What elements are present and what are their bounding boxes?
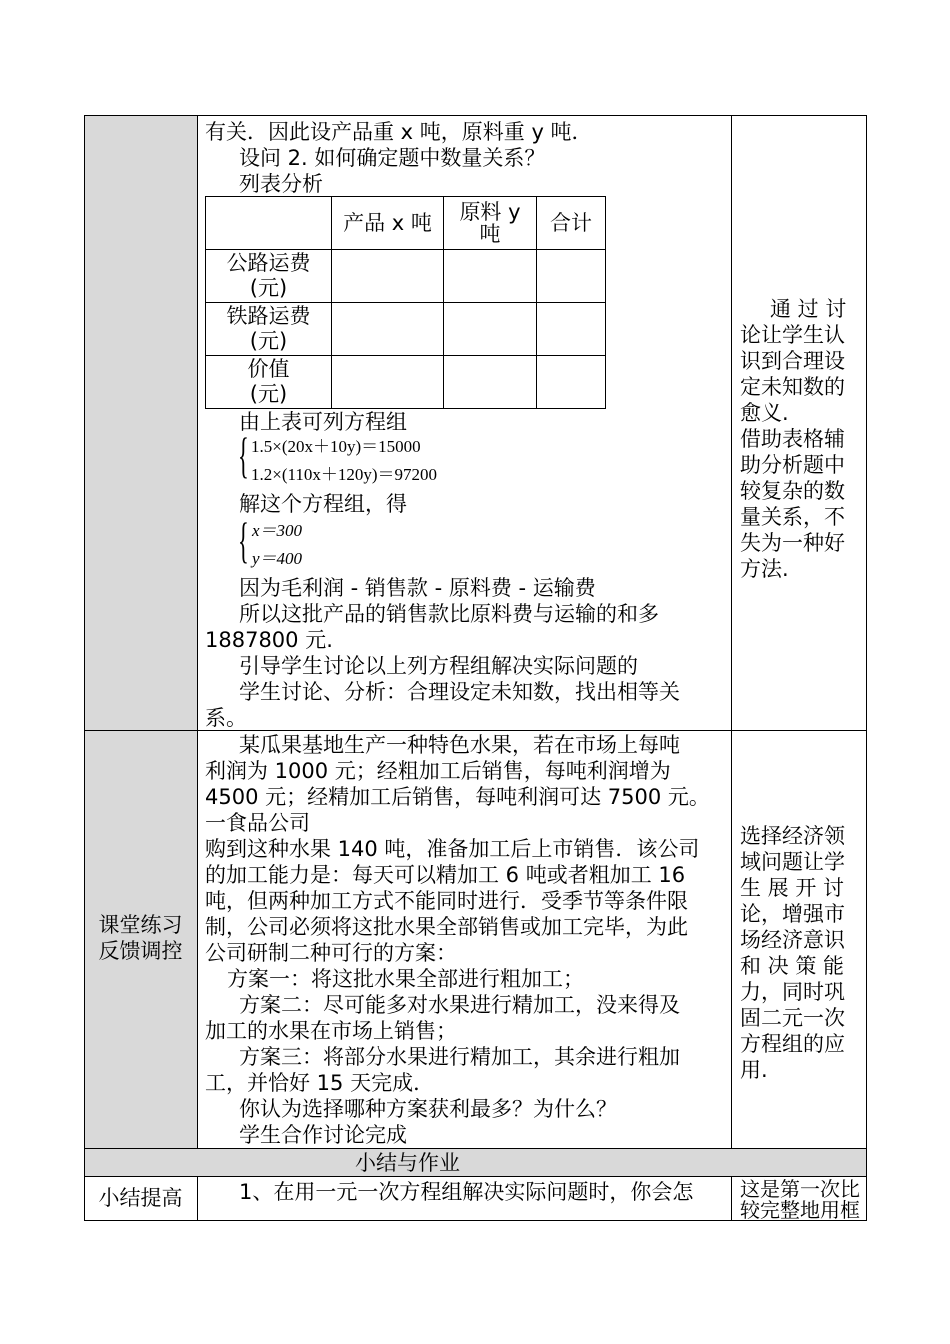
problem-line: 4500 元；经精加工后销售，每吨利润可达 7500 元。 (205, 785, 710, 809)
problem-line: 你认为选择哪种方案获利最多？为什么？ (239, 1097, 617, 1121)
problem-line: 某瓜果基地生产一种特色水果，若在市场上每吨 (239, 733, 680, 757)
problem-line: 方案二：尽可能多对水果进行精加工，没来得及 (239, 993, 680, 1017)
problem-line: 公司研制二种可行的方案： (205, 941, 457, 965)
table-row (206, 250, 606, 303)
summary-homework-header: 小结与作业 (355, 1151, 460, 1175)
table-header-cell: 原料 y 吨 (444, 197, 537, 250)
content-line: 有关．因此设产品重 x 吨，原料重 y 吨． (205, 120, 593, 144)
content-line: 引导学生讨论以上列方程组解决实际问题的 (239, 654, 638, 678)
content-line: 1887800 元. (205, 628, 333, 652)
table-row-header: 公路运费 (元) (206, 250, 332, 303)
table-cell (332, 303, 444, 356)
table-cell (332, 356, 444, 409)
problem-line: 方案一：将这批水果全部进行粗加工； (227, 967, 584, 991)
content-line: 所以这批产品的销售款比原料费与运输的和多 (239, 602, 659, 626)
content-line: 设问 2. 如何确定题中数量关系？ (239, 146, 546, 170)
problem-line: 方案三：将部分水果进行精加工，其余进行粗加 (239, 1045, 680, 1069)
summary-label: 小结提高 (98, 1186, 183, 1210)
problem-line: 学生合作讨论完成 (239, 1123, 407, 1147)
table-row-header: 铁路运费 (元) (206, 303, 332, 356)
table-cell (444, 303, 537, 356)
grid-line (731, 115, 732, 1149)
grid-line (197, 1176, 198, 1221)
grid-line (84, 115, 85, 1221)
teaching-note: 通 过 讨 论让学生认 识到合理设 定未知数的 愈义. 借助表格辅 助分析题中 较复杂的数 量关系，不 失为一种好 方法. (740, 297, 847, 581)
content-line: 因为毛利润 - 销售款 - 原料费 - 运输费 (239, 576, 596, 600)
grid-line (866, 115, 867, 1221)
solution-line: y＝400 (252, 549, 303, 568)
table-cell (537, 356, 606, 409)
problem-line: 购到这种水果 140 吨，准备加工后上市销售．该公司 (205, 837, 700, 861)
practice-label: 课堂练习 反馈调控 (98, 913, 183, 963)
table-cell (444, 250, 537, 303)
problem-line: 吨，但两种加工方式不能同时进行．受季节等条件限 (205, 889, 688, 913)
equation-brace: { (238, 427, 249, 483)
problem-line: 加工的水果在市场上销售； (205, 1019, 457, 1043)
table-row (206, 303, 606, 356)
table-cell (444, 356, 537, 409)
content-line: 列表分析 (239, 172, 323, 196)
problem-line: 利润为 1000 元；经粗加工后销售，每吨利润增为 (205, 759, 671, 783)
equation-line: 1.2×(110x＋120y)＝97200 (251, 465, 438, 484)
practice-note: 选择经济领 域问题让学 生 展 开 讨 论，增强市 场经济意识 和 决 策 能 力，同时巩 固二元一次 方程组的应 用. (740, 824, 845, 1082)
grid-line (84, 1148, 867, 1149)
content-line: 解这个方程组，得 (239, 492, 407, 516)
table-cell (537, 303, 606, 356)
summary-note: 这是第一次比 较完整地用框 (740, 1177, 860, 1222)
problem-line: 制，公司必须将这批水果全部销售或加工完毕，为此 (205, 915, 688, 939)
problem-line: 一食品公司 (205, 811, 310, 835)
solution-brace: { (238, 512, 249, 568)
table-header-cell: 产品 x 吨 (332, 197, 444, 250)
table-row (206, 356, 606, 409)
table-cell (332, 250, 444, 303)
grid-line (197, 115, 198, 1149)
table-corner-cell (206, 197, 332, 250)
solution-line: x＝300 (252, 521, 303, 540)
grid-line (84, 730, 867, 731)
grid-line (84, 115, 867, 116)
grid-line (731, 1176, 732, 1221)
table-cell (537, 250, 606, 303)
analysis-table (205, 196, 606, 409)
problem-line: 的加工能力是：每天可以精加工 6 吨或者粗加工 16 (205, 863, 686, 887)
left-column-top-shade (84, 116, 197, 730)
summary-line: 1、在用一元一次方程组解决实际问题时，你会怎 (239, 1180, 694, 1204)
content-line: 学生讨论、分析：合理设定未知数，找出相等关 (239, 680, 680, 704)
content-line: 由上表可列方程组 (239, 410, 407, 434)
table-header-cell: 合计 (537, 197, 606, 250)
problem-line: 工，并恰好 15 天完成． (205, 1071, 435, 1095)
content-line: 系。 (205, 706, 247, 730)
equation-line: 1.5×(20x＋10y)＝15000 (251, 437, 421, 456)
table-row-header: 价值 (元) (206, 356, 332, 409)
